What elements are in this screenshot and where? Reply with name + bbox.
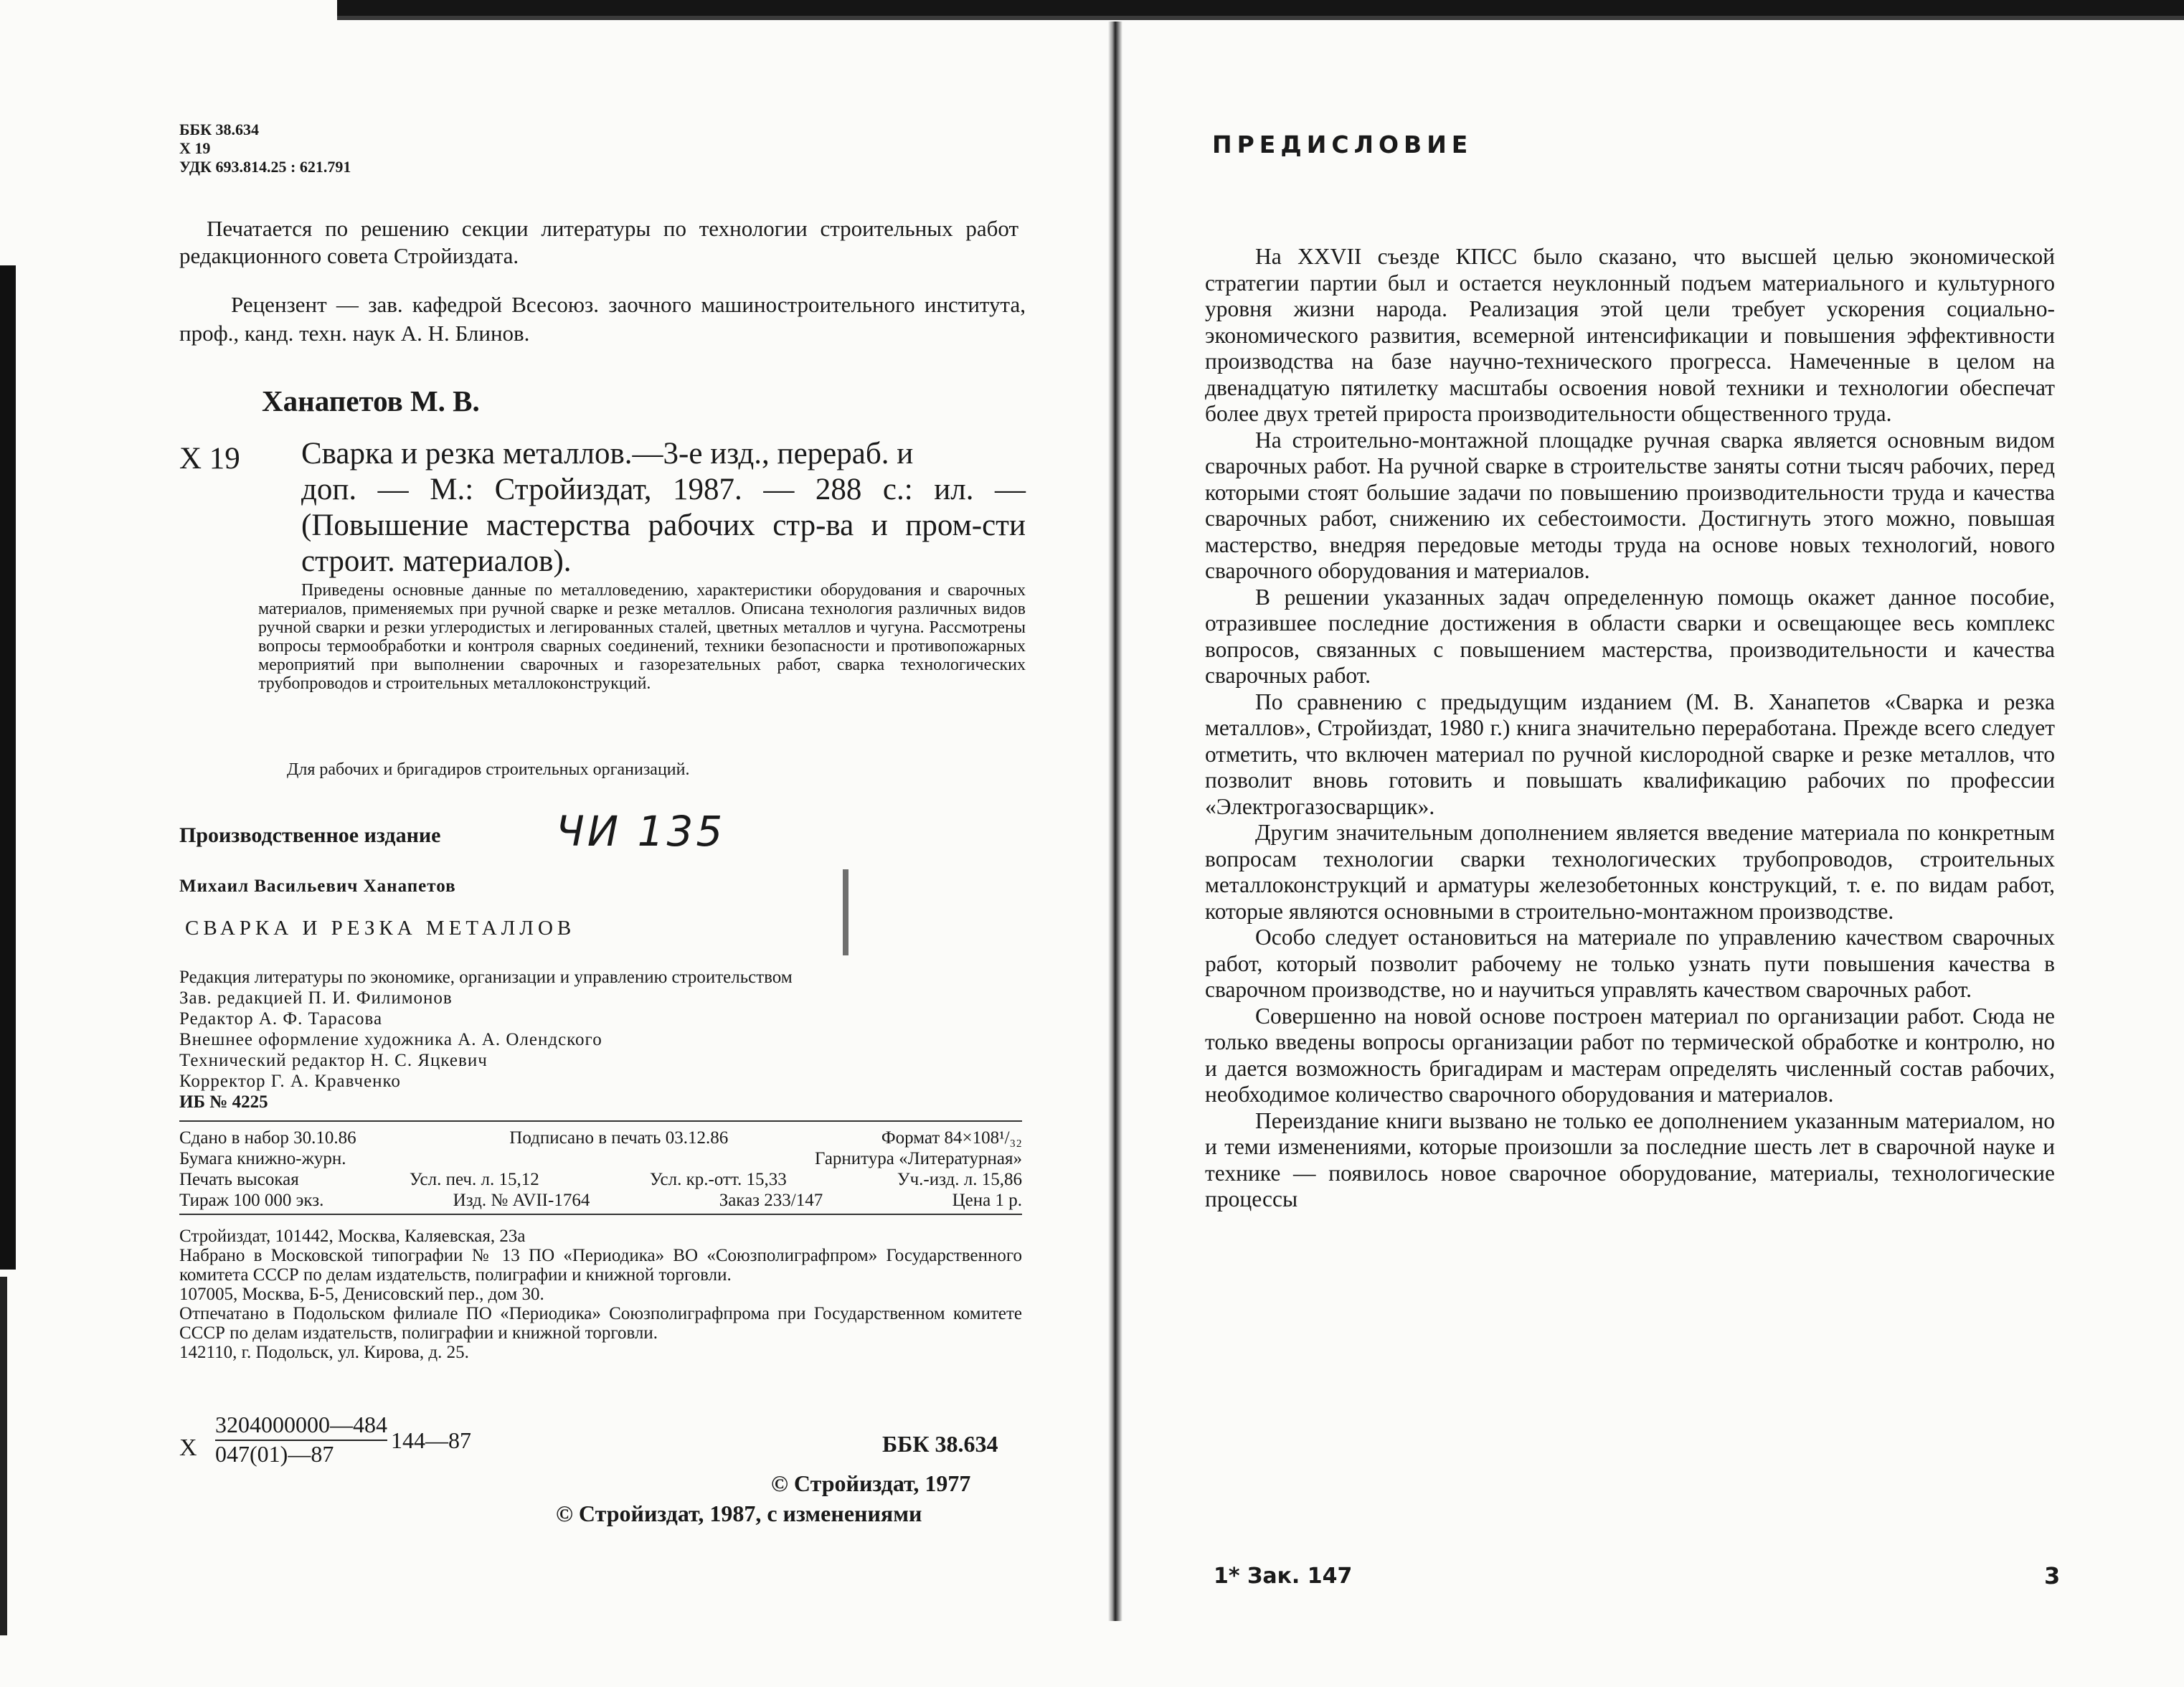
copyright-1977: © Стройиздат, 1977 [771, 1470, 971, 1496]
imprint-rule-top [179, 1120, 1022, 1122]
staff-line: Корректор Г. А. Кравченко [179, 1072, 401, 1091]
bibliographic-description-line1: Сварка и резка металлов.—3-е изд., перераб. и [301, 437, 914, 471]
publisher-info [179, 1227, 1022, 1362]
audience-note: Для рабочих и бригадиров строительных организаций. [287, 760, 690, 779]
scan-top-shadow [337, 16, 2184, 20]
imprint-rule-bottom [179, 1214, 1022, 1215]
preface-paragraph: По сравнению с предыдущим изданием (М. В. Ханапетов «Сварка и резка металлов», Стройиздат, 1980 г.) книга значительно переработана. Прежде всего следует отметить, что включен материал по ручной кислородной сварке и резке металлов, что позволит вновь готовить и повышать квалификацию рабочих по профессии «Электрогазосварщик». [1205, 689, 2055, 819]
imprint-cell: Бумага книжно-журн. [179, 1149, 346, 1168]
udk-code: УДК 693.814.25 : 621.791 [179, 158, 351, 176]
preface-paragraph: Другим значительным дополнением является введение материала по конкретным вопросам технологии сварки технологических трубопроводов, строительных металлоконструкций и арматуры железобетонных конструкций, т. е. по видам работ, которые являются основными в строительно-монтажном производстве. [1205, 820, 2055, 924]
author-full-name: Михаил Васильевич Ханапетов [179, 876, 456, 896]
edition-type: Производственное издание [179, 823, 441, 847]
page-title: ПРЕДИСЛОВИЕ [1212, 131, 1473, 159]
imprint-cell: Цена 1 р. [952, 1191, 1022, 1210]
preface-paragraph: Совершенно на новой основе построен материал по организации работ. Сюда не только введены вопросы организации работ по термической обработке и контролю, но и дается возможность бригадирам и мастерам определять численный состав рабочих, необходимое количество сварочного оборудования и материалов. [1205, 1003, 2055, 1107]
publisher-line: Отпечатано в Подольском филиале ПО «Периодика» Союзполиграфпрома при Государственном комитете СССР по делам издательств, полиграфии и книжной торговли. [179, 1304, 1022, 1343]
preface-paragraph: На строительно-монтажной площадке ручная сварка является основным видом сварочных работ. На ручной сварке в строительстве заняты сотни тысяч рабочих, перед которыми стоят большие задачи по повышению производительности труда и качества сварочных работ, снижению их себестоимости. Достигнуть этого можно, повышая мастерство, внедряя передовые методы труда на основе новых технологий, нового сварочного оборудования и материалов. [1205, 427, 2055, 583]
editorial-staff [179, 967, 793, 1112]
imprint-cell: Печать высокая [179, 1170, 299, 1189]
imprint-cell: Усл. кр.-отт. 15,33 [649, 1170, 787, 1189]
preface-paragraph: В решении указанных задач определенную помощь окажет данное пособие, отразившее последние достижения в области сварки и освещающее весь комплекс вопросов, связанных с повышением мастерства, производительности и качества сварочных работ. [1205, 584, 2055, 688]
scan-left-edge-lower [0, 1277, 7, 1635]
call-number: Х 19 [179, 442, 240, 476]
preface-body [1205, 244, 2055, 1213]
imprint-cell: Сдано в набор 30.10.86 [179, 1128, 356, 1148]
page-number: 3 [2044, 1562, 2061, 1589]
imprint-cell: Формат 84×108¹/₃₂ [881, 1128, 1022, 1148]
index-letter: Х [179, 1435, 197, 1461]
staff-line: Зав. редакцией П. И. Филимонов [179, 988, 453, 1008]
copyright-1987: © Стройиздат, 1987, с изменениями [556, 1501, 922, 1526]
author-mark: Х 19 [179, 139, 211, 157]
reviewer-note: Рецензент — зав. кафедрой Всесоюз. заочного машиностроительного института, проф., канд. техн. наук А. Н. Блинов. [179, 292, 1026, 346]
author-heading: Ханапетов М. В. [262, 384, 480, 417]
library-stamp-mark [843, 869, 909, 955]
imprint-cell: Подписано в печать 03.12.86 [509, 1128, 729, 1148]
book-spine [1108, 22, 1122, 1621]
imprint-row [179, 1169, 1022, 1190]
publisher-line: 107005, Москва, Б-5, Денисовский пер., дом 30. [179, 1285, 544, 1304]
imprint-table [179, 1128, 1022, 1211]
handwritten-inventory-number: ЧИ 135 [556, 807, 726, 856]
bbk-code: ББК 38.634 [179, 120, 260, 138]
index-tail: 144—87 [391, 1427, 471, 1453]
imprint-cell: Заказ 233/147 [719, 1191, 823, 1210]
staff-line: Технический редактор Н. С. Яцкевич [179, 1051, 488, 1070]
imprint-cell: Изд. № AVII-1764 [453, 1191, 590, 1210]
imprint-cell: Тираж 100 000 экз. [179, 1191, 324, 1210]
imprint-row [179, 1190, 1022, 1211]
bbk-bottom: ББК 38.634 [882, 1431, 998, 1457]
staff-line: ИБ № 4225 [179, 1092, 268, 1112]
preface-paragraph: Особо следует остановиться на материале по управлению качеством сварочных работ, который позволит рабочему не только узнать пути повышения качества в сварочном производстве, но и научиться управлять качеством сварочных работ. [1205, 925, 2055, 1002]
scan-left-edge [0, 265, 16, 1270]
publisher-line: 142110, г. Подольск, ул. Кирова, д. 25. [179, 1343, 469, 1362]
preface-paragraph: Переиздание книги вызвано не только ее дополнением указанным материалом, но и теми изменениями, которые произошли за последние шесть лет в сварочной науке и технике — появилось новое сварочное оборудование, материалы, технологические процессы [1205, 1107, 2055, 1211]
imprint-cell: Гарнитура «Литературная» [814, 1149, 1022, 1168]
preface-paragraph: На XXVII съезде КПСС было сказано, что высшей целью экономической стратегии партии был и остается неуклонный подъем материального и культурного уровня жизни народа. Реализация этой цели требует ускорения социально-экономического развития, всемерной интенсификации и повышения эффективности производства на базе научно-технического прогресса. Намеченные в целом на двенадцатую пятилетку масштабы освоения новой техники и технологии обеспечат более двух третей прироста производительности общественного труда. [1205, 244, 2055, 426]
bibliographic-description: доп. — М.: Стройиздат, 1987. — 288 с.: ил. — (Повышение мастерства рабочих стр-ва и пром-сти строит. материалов). [301, 473, 1026, 578]
imprint-cell: Уч.-изд. л. 15,86 [897, 1170, 1022, 1189]
index-fraction [215, 1412, 387, 1468]
order-footnote: 1* Зак. 147 [1214, 1564, 1353, 1589]
classification-codes [179, 120, 351, 176]
book-title-caps: СВАРКА И РЕЗКА МЕТАЛЛОВ [185, 917, 576, 940]
publication-decision: Печатается по решению секции литературы по технологии строительных работ редакционного совета Стройиздата. [179, 216, 1018, 268]
publisher-line: Набрано в Московской типографии № 13 ПО «Периодика» ВО «Союзполиграфпром» Государственного комитета СССР по делам издательств, полиграфии и книжной торговли. [179, 1246, 1022, 1285]
staff-line: Редакция литературы по экономике, организации и управлению строительством [179, 968, 793, 987]
index-denominator: 047(01)—87 [215, 1441, 334, 1467]
index-numerator: 3204000000—484 [215, 1412, 387, 1441]
imprint-cell: Усл. печ. л. 15,12 [409, 1170, 539, 1189]
publisher-line: Стройиздат, 101442, Москва, Каляевская, 23а [179, 1227, 526, 1246]
staff-line: Редактор А. Ф. Тарасова [179, 1009, 383, 1029]
staff-line: Внешнее оформление художника А. А. Олендского [179, 1030, 602, 1049]
imprint-row [179, 1148, 1022, 1169]
imprint-row [179, 1128, 1022, 1148]
annotation: Приведены основные данные по металловедению, характеристики оборудования и сварочных материалов, применяемых при ручной сварке и резке металлов. Описана технология различных видов ручной сварки и резки углеродистых и легированных сталей, цветных металлов и чугуна. Рассмотрены вопросы термообработки и контроля сварных соединений, техники безопасности и противопожарных мероприятий при выполнении сварочных и газорезательных работ, сварка технологических трубопроводов и строительных металлоконструкций. [258, 581, 1026, 693]
